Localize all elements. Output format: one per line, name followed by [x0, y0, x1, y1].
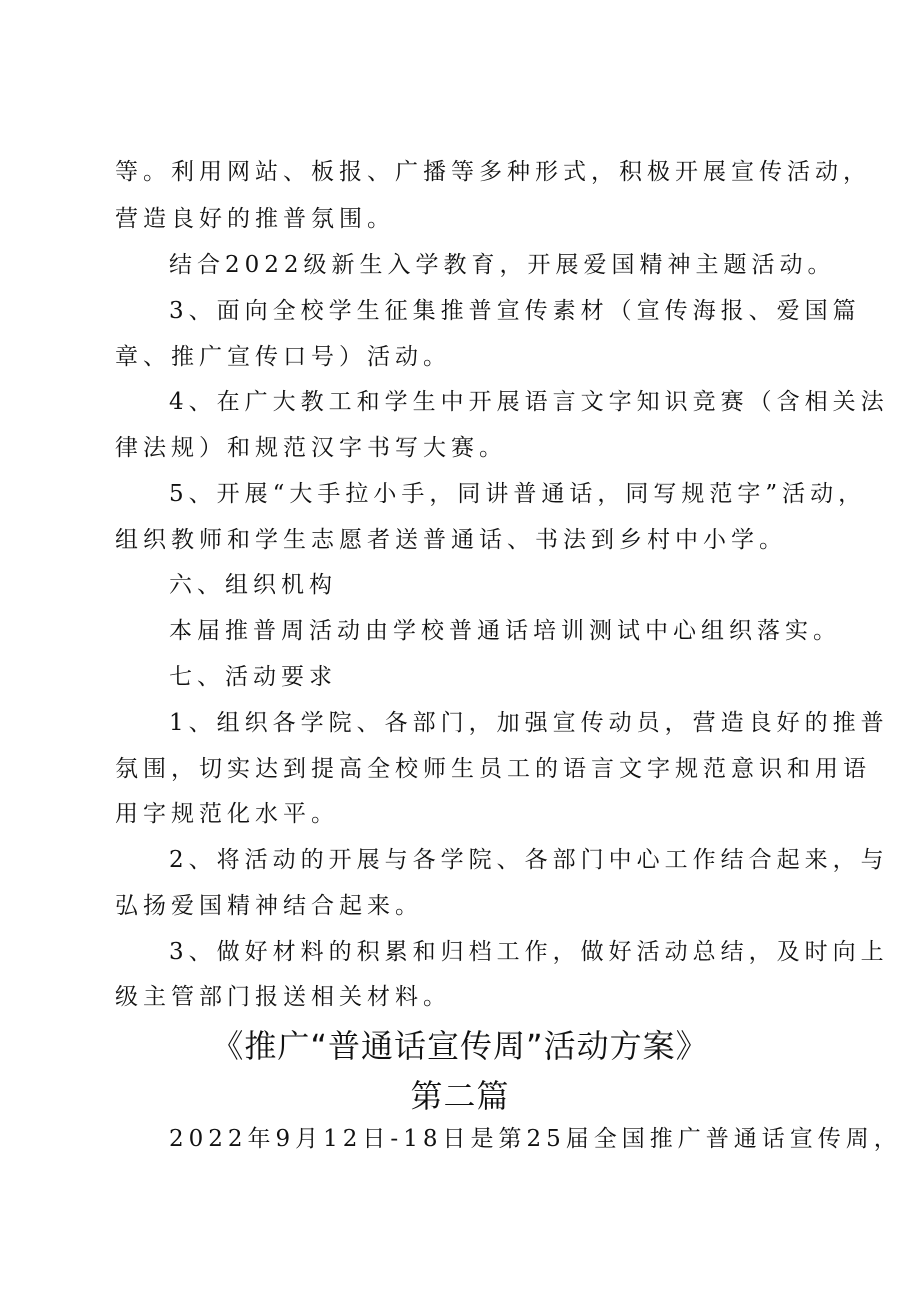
document-subtitle: 第二篇: [410, 1077, 510, 1115]
section-heading-organization: 六、组织机构: [169, 572, 337, 598]
list-item-2: 2、将活动的开展与各学院、各部门中心工作结合起来，与: [169, 847, 889, 873]
list-item-5: 5、开展“大手拉小手，同讲普通话，同写规范字”活动，: [169, 481, 867, 507]
document-title: 《推广“普通话宣传周”活动方案》: [211, 1027, 709, 1065]
body-line: 组织教师和学生志愿者送普通话、书法到乡村中小学。: [115, 527, 787, 553]
list-item-3: 3、面向全校学生征集推普宣传素材（宣传海报、爱国篇: [169, 298, 861, 324]
list-item-1: 1、组织各学院、各部门，加强宣传动员，营造良好的推普: [169, 710, 889, 736]
body-line: 律法规）和规范汉字书写大赛。: [115, 435, 507, 461]
section-heading-requirements: 七、活动要求: [169, 664, 337, 690]
list-item-3b: 3、做好材料的积累和归档工作，做好活动总结，及时向上: [169, 939, 889, 965]
body-paragraph: 2022年9月12日-18日是第25届全国推广普通话宣传周，: [169, 1126, 902, 1152]
body-line: 章、推广宣传口号）活动。: [115, 344, 451, 370]
body-line: 级主管部门报送相关材料。: [115, 984, 451, 1010]
body-line: 等。利用网站、板报、广播等多种形式，积极开展宣传活动，: [115, 159, 871, 185]
body-line: 弘扬爱国精神结合起来。: [115, 893, 423, 919]
body-line: 用字规范化水平。: [115, 801, 339, 827]
body-line: 氛围，切实达到提高全校师生员工的语言文字规范意识和用语: [115, 756, 871, 782]
body-paragraph: 结合2022级新生入学教育，开展爱国精神主题活动。: [169, 252, 836, 278]
body-paragraph: 本届推普周活动由学校普通话培训测试中心组织落实。: [169, 618, 841, 644]
body-line: 营造良好的推普氛围。: [115, 206, 395, 232]
list-item-4: 4、在广大教工和学生中开展语言文字知识竞赛（含相关法: [169, 389, 889, 415]
